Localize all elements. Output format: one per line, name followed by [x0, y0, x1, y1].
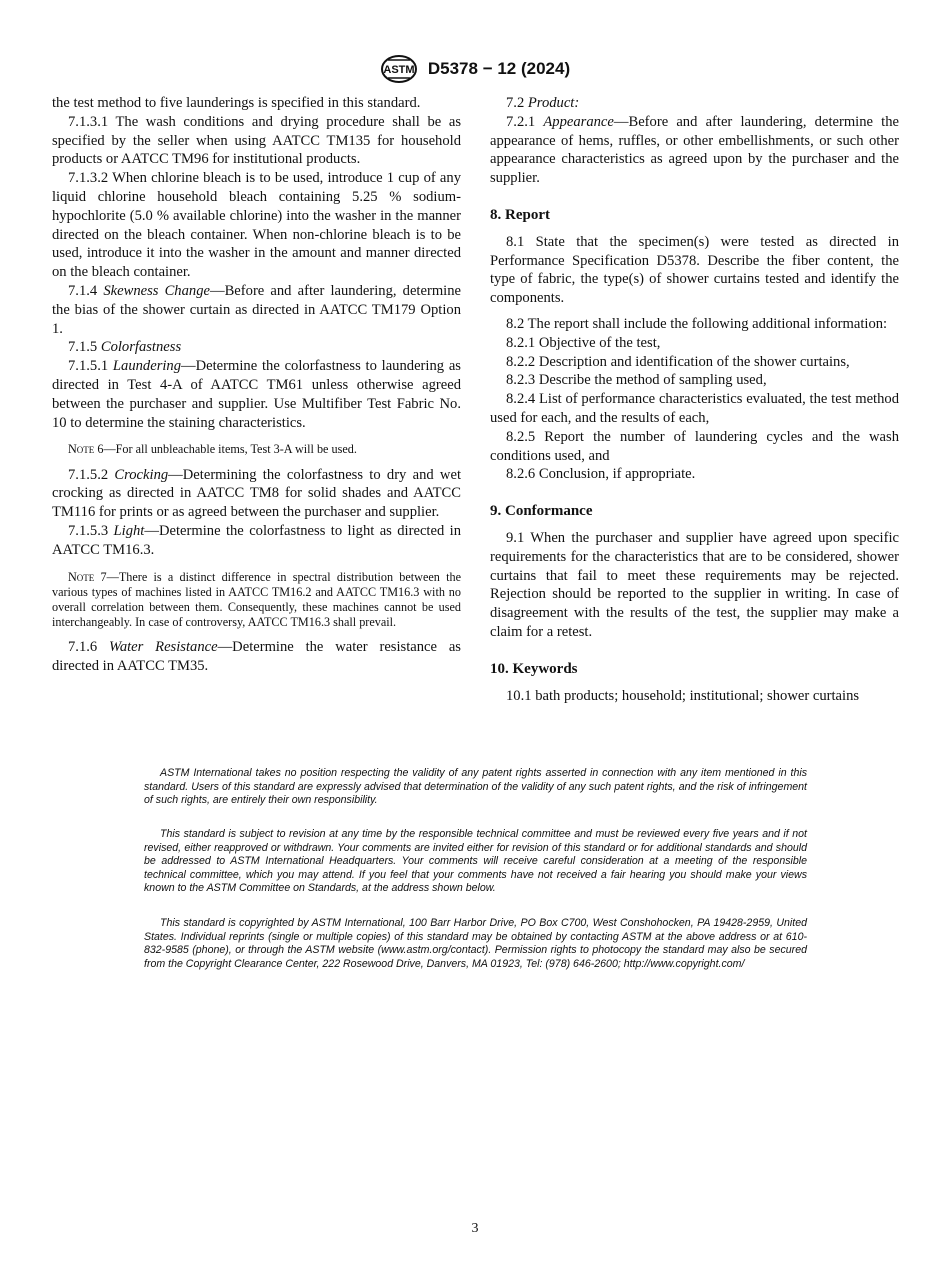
section-term: Crocking: [114, 466, 169, 483]
section-heading-conformance: 9. Conformance: [490, 503, 593, 520]
paragraph-7-1-5-1: [52, 357, 461, 432]
section-term: Skewness Change: [103, 282, 210, 299]
paragraph-8-2-5: 8.2.5 Report the number of laundering cycles and the wash conditions used, and: [490, 428, 899, 464]
astm-logo-icon: [380, 54, 418, 84]
paragraph-8-2-6: 8.2.6 Conclusion, if appropriate.: [506, 466, 696, 483]
paragraph-7-1-3-2: 7.1.3.2 When chlorine bleach is to be used, introduce 1 cup of any liquid chlorine household bleach containing 5.25 % sodium-hypochlorite (5.0 % available chlorine) into the washer in the manner directed on the bleach container. When non-chlorine bleach is to be used, introduce it into the washer in the amount and manner directed on the bleach container.: [52, 170, 461, 281]
section-term: Colorfastness: [100, 339, 182, 356]
note-text: —For all unbleachable items, Test 3-A will be used.: [103, 442, 357, 457]
section-text: —Determine the colorfastness to laundering as directed in Test 4-A of AATCC TM61 unless otherwise agreed between the purchaser and supplier. Use Multifiber Test Fabric No. 10 to determine the staining characteristics.: [52, 358, 461, 431]
section-term: Product:: [527, 95, 580, 111]
footer-revision-notice: [144, 828, 807, 896]
section-number: 7.2.1: [506, 113, 544, 130]
paragraph-8-2-4: 8.2.4 List of performance characteristics evaluated, the test method used for each, and the results of each,: [490, 391, 899, 426]
left-column: [52, 94, 461, 676]
note-label: Note 6: [68, 442, 104, 457]
note-label: Note 7: [68, 569, 107, 584]
paragraph-7-1-5-3: [52, 522, 461, 560]
paragraph-7-1-3-1: 7.1.3.1 The wash conditions and drying procedure shall be as specified by the seller when using AATCC TM135 for household products or AATCC TM96 for institutional products.: [52, 113, 461, 168]
note-text: —There is a distinct difference in spectral distribution between the various types of machines listed in AATCC TM16.2 and AATCC TM16.3 with no overall correlation between them. Consequently, these machines cannot be used interchangeably. In case of controversy, AATCC TM16.3 shall prevail.: [52, 569, 461, 630]
paragraph-7-1-6: [52, 638, 461, 676]
paragraph-7-1-5: [52, 338, 461, 357]
section-term: Appearance: [543, 113, 614, 130]
paragraph-8-2: 8.2 The report shall include the following additional information:: [506, 315, 888, 332]
section-text: —Determine the water resistance as directed in AATCC TM35.: [52, 639, 461, 675]
section-number: 7.1.5.3: [68, 522, 114, 539]
page-number: 3: [471, 1221, 479, 1236]
section-number: 7.1.6: [68, 639, 110, 656]
section-text: —Before and after laundering, determine the bias of the shower curtain as directed in AATCC TM179 Option 1.: [52, 282, 461, 337]
section-text: —Determine the colorfastness to light as directed in AATCC TM16.3.: [52, 522, 462, 558]
paragraph-8-2-2: 8.2.2 Description and identification of the shower curtains,: [506, 353, 850, 370]
note-6: [52, 442, 461, 457]
section-heading-report: 8. Report: [490, 206, 550, 223]
paragraph: the test method to five launderings is specified in this standard.: [52, 95, 421, 111]
paragraph-7-2-1: [490, 113, 899, 188]
paragraph-9-1: 9.1 When the purchaser and supplier have agreed upon specific requirements for the characteristics that are to be considered, shower curtains that fail to meet these requirements may be rejected. Rejection should be reported to the supplier in writing. In case of disagreement with the results of the test, the supplier may make a claim for a retest.: [490, 529, 899, 640]
right-column: [490, 94, 899, 705]
section-text: —Before and after laundering, determine the appearance of hems, ruffles, or other embellishments, or such other appearance characteristics as agreed upon by the purchaser and the supplier.: [490, 113, 900, 187]
section-number: 7.1.5: [68, 339, 101, 356]
paragraph-8-1: 8.1 State that the specimen(s) were tested as directed in Performance Specification D5378. Describe the fiber content, the type of fabric, the type(s) of shower curtains tested and identify the components.: [490, 233, 899, 307]
footer-text: ASTM International takes no position respecting the validity of any patent rights asserted in connection with any item mentioned in this standard. Users of this standard are expressly advised that determination of the validity of any such patent rights, and the risk of infringement of such rights, are entirely their own responsibility.: [144, 767, 807, 807]
footer-patent-notice: [144, 767, 807, 808]
page-header: [0, 54, 950, 84]
paragraph-7-1-4: [52, 282, 461, 338]
section-number: 7.2: [506, 95, 528, 111]
paragraph-7-1-5-2: [52, 466, 461, 522]
section-number: 7.1.5.1: [68, 358, 113, 375]
section-number: 7.1.4: [68, 282, 104, 299]
note-7: [52, 570, 461, 631]
paragraph-8-2-1: 8.2.1 Objective of the test,: [506, 334, 661, 351]
svg-text:ASTM: ASTM: [383, 64, 415, 76]
section-term: Light: [113, 522, 145, 539]
section-text: —Determining the colorfastness to dry and wet crocking as directed in AATCC TM8 for solid shades and AATCC TM116 for prints or as agreed between the purchaser and supplier.: [52, 466, 461, 521]
footer-copyright-notice: [144, 917, 807, 971]
footer-text: This standard is copyrighted by ASTM International, 100 Barr Harbor Drive, PO Box C700, West Conshohocken, PA 19428-2959, United States. Individual reprints (single or multiple copies) of this standard may be obtained by contacting ASTM at the above address or at 610-832-9585 (phone), or through the ASTM website (www.astm.org/contact). Permission rights to photocopy the standard may also be secured from the Copyright Clearance Center, 222 Rosewood Drive, Danvers, MA 01923, Tel: (978) 646-2600; http://www.copyright.com/: [144, 917, 807, 970]
section-term: Water Resistance: [109, 639, 218, 656]
paragraph-8-2-3: 8.2.3 Describe the method of sampling used,: [506, 372, 767, 389]
section-number: 7.1.5.2: [68, 466, 115, 483]
section-term: Laundering: [112, 358, 182, 375]
standard-designation: D5378 − 12 (2024): [427, 59, 571, 78]
footer-text: This standard is subject to revision at any time by the responsible technical committee and must be reviewed every five years and if not revised, either reapproved or withdrawn. Your comments are invited either for revision of this standard or for additional standards and should be addressed to ASTM International Headquarters. Your comments will receive careful consideration at a meeting of the responsible technical committee, which you may attend. If you feel that your comments have not received a fair hearing you should make your views known to the ASTM Committee on Standards, at the address shown below.: [144, 828, 807, 895]
section-heading-keywords: 10. Keywords: [490, 660, 578, 677]
paragraph-10-1: 10.1 bath products; household; institutional; shower curtains: [506, 687, 860, 704]
paragraph-7-2: [490, 94, 899, 113]
